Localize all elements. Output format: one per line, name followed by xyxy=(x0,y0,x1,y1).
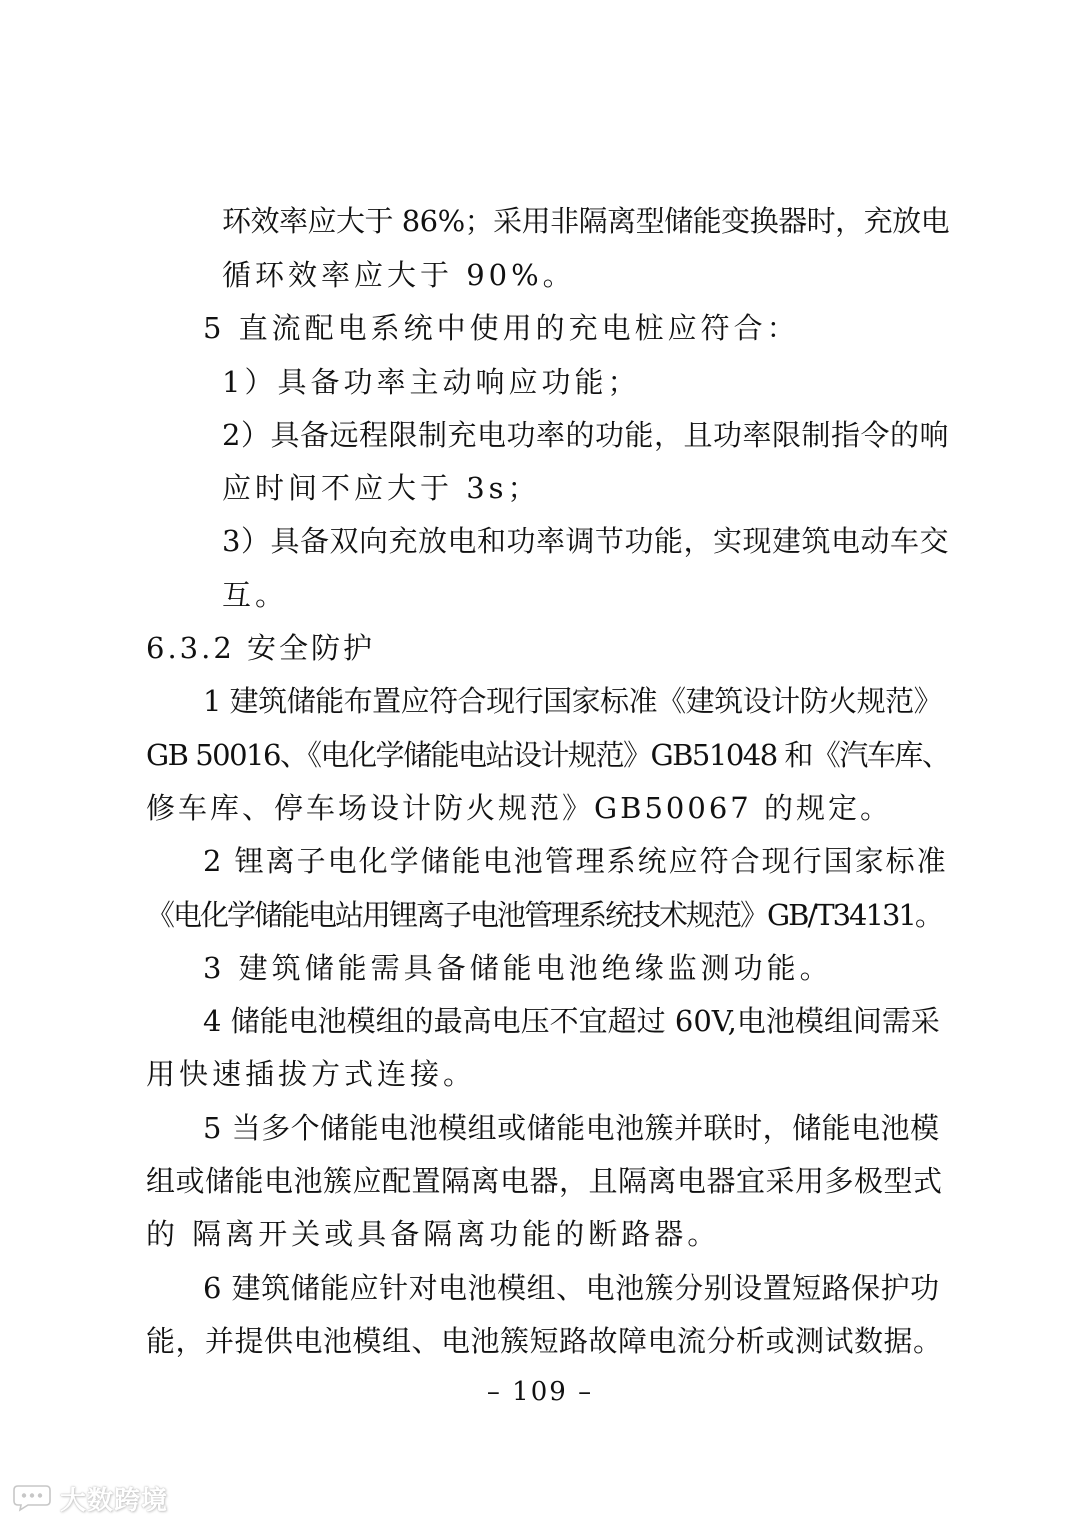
text-line: 组或储能电池簇应配置隔离电器，且隔离电器宜采用多极型式 xyxy=(146,1164,943,1198)
text-line: 2 锂离子电化学储能电池管理系统应符合现行国家标准 xyxy=(203,844,948,878)
watermark-text: 大数跨境 xyxy=(60,1485,169,1516)
watermark xyxy=(10,1478,168,1518)
section-heading: 6.3.2 安全防护 xyxy=(146,631,376,665)
text-line: 3 建筑储能需具备储能电池绝缘监测功能。 xyxy=(203,951,833,985)
list-item: 1）具备功率主动响应功能； xyxy=(222,365,641,399)
text-line: 《电化学储能电站用锂离子电池管理系统技术规范》GB/T34131。 xyxy=(146,898,942,932)
list-item: 3）具备双向充放电和功率调节功能，实现建筑电动车交 xyxy=(222,524,949,558)
text-line: 修车库、停车场设计防火规范》GB50067 的规定。 xyxy=(146,791,892,825)
text-line: 应时间不应大于 3s； xyxy=(222,471,541,505)
text-line: 4 储能电池模组的最高电压不宜超过 60V,电池模组间需采 xyxy=(203,1004,940,1038)
text-line: 的 隔离开关或具备隔离功能的断路器。 xyxy=(146,1217,721,1251)
text-line: 用快速插拔方式连接。 xyxy=(146,1057,477,1091)
text-line: 能，并提供电池模组、电池簇短路故障电流分析或测试数据。 xyxy=(146,1324,943,1358)
text-line: 5 当多个储能电池模组或储能电池簇并联时，储能电池模 xyxy=(203,1111,940,1145)
text-line: 环效率应大于 86%；采用非隔离型储能变换器时，充放电 xyxy=(222,204,950,238)
text-line: GB 50016、《电化学储能电站设计规范》GB51048 和《汽车库、 xyxy=(146,738,950,772)
text-line: 互。 xyxy=(222,578,289,612)
text-line: 6 建筑储能应针对电池模组、电池簇分别设置短路保护功 xyxy=(203,1271,940,1305)
page-number: – 109 – xyxy=(486,1377,594,1407)
text-line: 循环效率应大于 90%。 xyxy=(222,258,576,292)
list-item: 2）具备远程限制充电功率的功能，且功率限制指令的响 xyxy=(222,418,949,452)
list-item-heading: 5 直流配电系统中使用的充电桩应符合： xyxy=(203,311,800,345)
chat-bubble-icon xyxy=(10,1484,54,1512)
text-line: 1 建筑储能布置应符合现行国家标准《建筑设计防火规范》 xyxy=(203,684,943,718)
